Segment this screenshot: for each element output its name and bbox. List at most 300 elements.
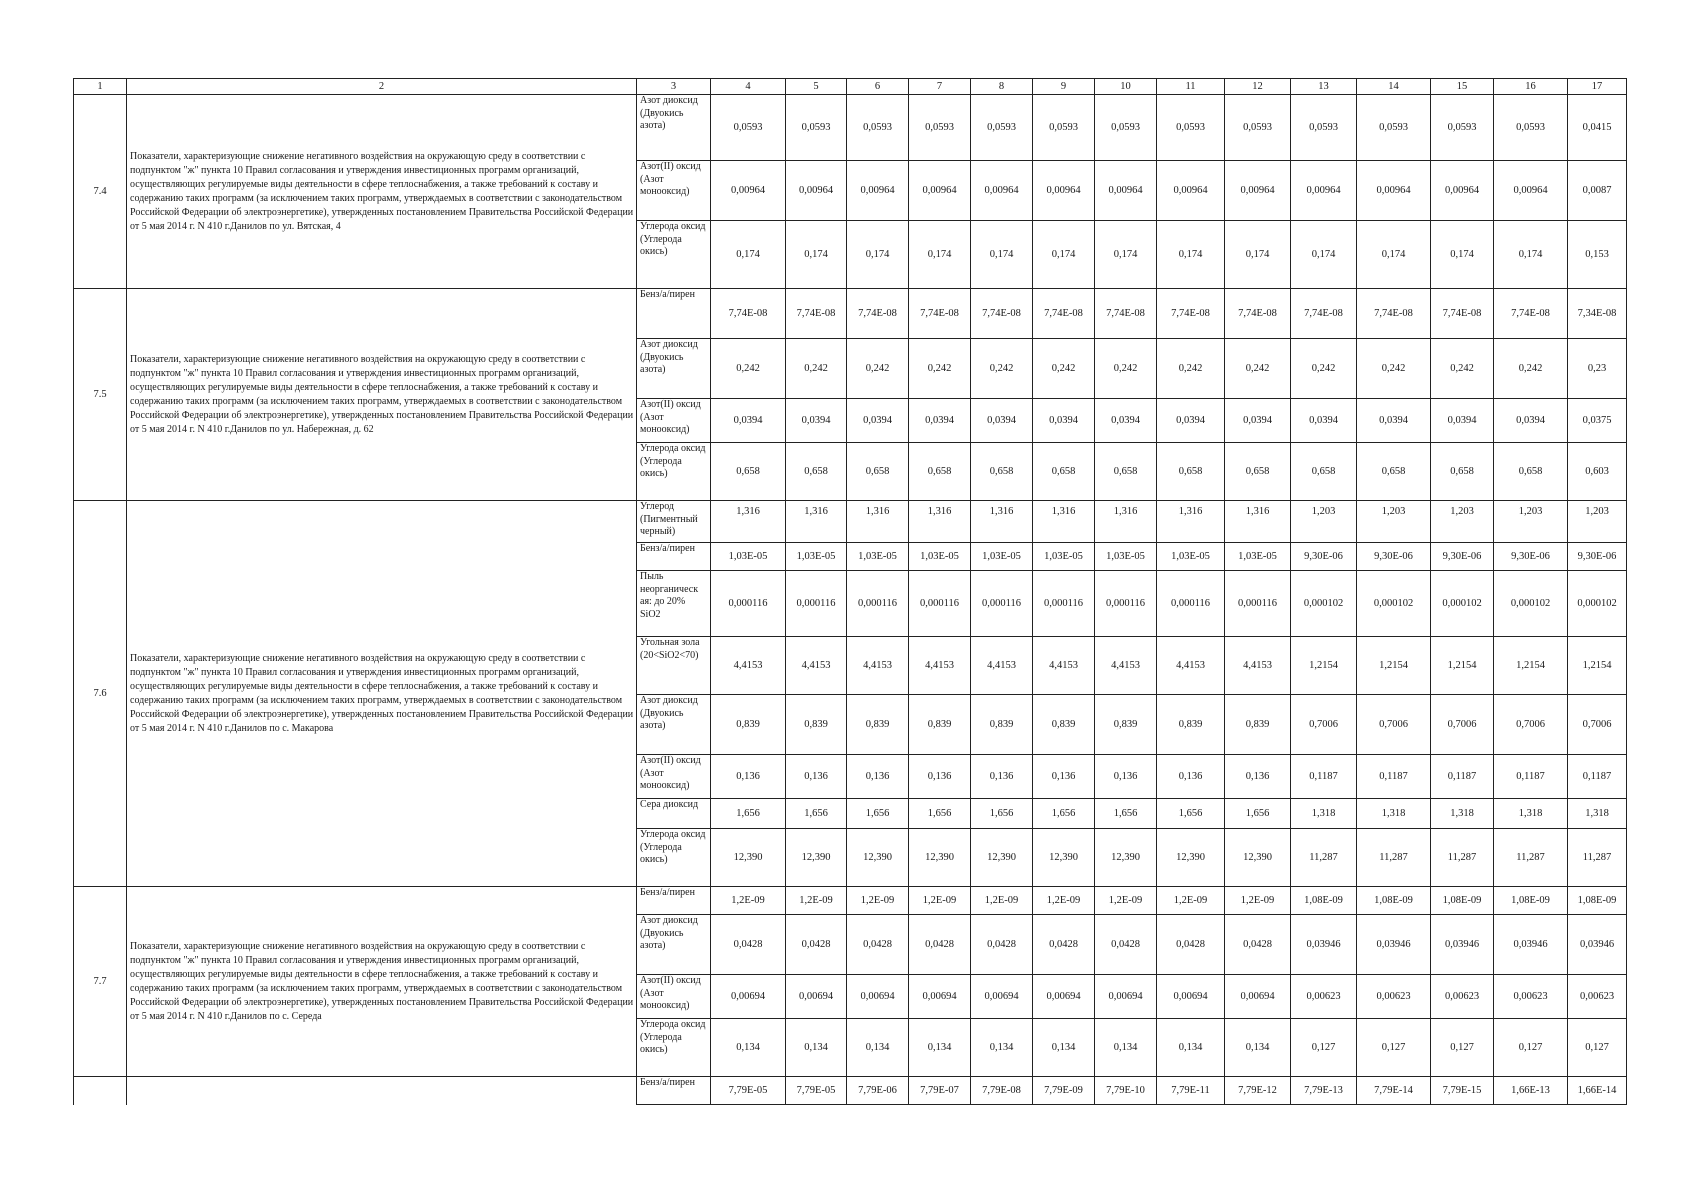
value-cell: 12,390	[786, 829, 847, 887]
value-cell: 1,66E-13	[1494, 1077, 1568, 1105]
value-cell: 11,287	[1568, 829, 1627, 887]
value-cell: 1,316	[909, 501, 971, 543]
value-cell: 1,656	[909, 799, 971, 829]
value-cell: 0,0375	[1568, 399, 1627, 443]
value-cell: 7,79E-10	[1095, 1077, 1157, 1105]
value-cell: 11,287	[1494, 829, 1568, 887]
value-cell: 0,00623	[1568, 975, 1627, 1019]
value-cell: 7,79E-14	[1357, 1077, 1431, 1105]
value-cell: 0,00964	[847, 161, 909, 221]
value-cell: 7,74E-08	[1431, 289, 1494, 339]
value-cell: 1,08E-09	[1568, 887, 1627, 915]
value-cell: 9,30E-06	[1494, 543, 1568, 571]
value-cell: 4,4153	[971, 637, 1033, 695]
group-index	[74, 1077, 127, 1105]
value-cell: 1,2E-09	[1157, 887, 1225, 915]
substance-name: Углерода оксид (Углерода окись)	[637, 443, 711, 501]
value-cell: 0,242	[711, 339, 786, 399]
value-cell: 7,79E-15	[1431, 1077, 1494, 1105]
value-cell: 0,00694	[1157, 975, 1225, 1019]
value-cell: 0,839	[1095, 695, 1157, 755]
value-cell: 0,0593	[971, 95, 1033, 161]
value-cell: 0,000116	[1225, 571, 1291, 637]
value-cell: 1,203	[1431, 501, 1494, 543]
value-cell: 0,174	[909, 221, 971, 289]
value-cell: 0,174	[1033, 221, 1095, 289]
value-cell: 0,658	[1033, 443, 1095, 501]
table-row	[74, 501, 1627, 543]
value-cell: 12,390	[1157, 829, 1225, 887]
value-cell: 0,000116	[909, 571, 971, 637]
value-cell: 0,0593	[786, 95, 847, 161]
table-row	[74, 887, 1627, 915]
value-cell: 7,74E-08	[786, 289, 847, 339]
value-cell: 0,00964	[1225, 161, 1291, 221]
table-row	[74, 95, 1627, 161]
value-cell: 0,134	[971, 1019, 1033, 1077]
value-cell: 0,00964	[1157, 161, 1225, 221]
value-cell: 0,0394	[1291, 399, 1357, 443]
value-cell: 0,839	[1157, 695, 1225, 755]
substance-name: Азот(II) оксид (Азот монооксид)	[637, 399, 711, 443]
value-cell: 0,0428	[1225, 915, 1291, 975]
value-cell: 1,318	[1568, 799, 1627, 829]
value-cell: 7,74E-08	[1095, 289, 1157, 339]
substance-name: Бенз/а/пирен	[637, 1077, 711, 1105]
value-cell: 0,658	[1291, 443, 1357, 501]
value-cell: 1,2E-09	[971, 887, 1033, 915]
value-cell: 9,30E-06	[1357, 543, 1431, 571]
value-cell: 0,242	[1225, 339, 1291, 399]
value-cell: 0,0593	[1357, 95, 1431, 161]
substance-name: Азот(II) оксид (Азот монооксид)	[637, 755, 711, 799]
value-cell: 0,1187	[1357, 755, 1431, 799]
value-cell: 1,656	[1033, 799, 1095, 829]
value-cell: 11,287	[1431, 829, 1494, 887]
value-cell: 1,318	[1291, 799, 1357, 829]
value-cell: 0,174	[1357, 221, 1431, 289]
substance-name: Бенз/а/пирен	[637, 289, 711, 339]
value-cell: 0,00964	[786, 161, 847, 221]
column-header-12: 12	[1225, 79, 1291, 95]
value-cell: 0,242	[1357, 339, 1431, 399]
value-cell: 1,2E-09	[1225, 887, 1291, 915]
value-cell: 0,242	[1033, 339, 1095, 399]
value-cell: 1,2E-09	[1033, 887, 1095, 915]
value-cell: 0,7006	[1357, 695, 1431, 755]
value-cell: 0,0593	[1157, 95, 1225, 161]
value-cell: 12,390	[711, 829, 786, 887]
value-cell: 7,74E-08	[847, 289, 909, 339]
value-cell: 0,174	[1291, 221, 1357, 289]
value-cell: 0,0593	[1431, 95, 1494, 161]
value-cell: 12,390	[971, 829, 1033, 887]
column-header-6: 6	[847, 79, 909, 95]
value-cell: 0,03946	[1494, 915, 1568, 975]
value-cell: 7,34E-08	[1568, 289, 1627, 339]
value-cell: 0,174	[711, 221, 786, 289]
value-cell: 0,134	[711, 1019, 786, 1077]
value-cell: 0,0394	[909, 399, 971, 443]
value-cell: 0,0593	[1225, 95, 1291, 161]
value-cell: 0,0394	[1225, 399, 1291, 443]
value-cell: 0,0593	[1291, 95, 1357, 161]
value-cell: 1,2E-09	[786, 887, 847, 915]
column-header-15: 15	[1431, 79, 1494, 95]
value-cell: 0,174	[1225, 221, 1291, 289]
group-description: Показатели, характеризующие снижение негативного воздействия на окружающую среду в соответствии с подпунктом "ж" пункта 10 Правил согласования и утверждения инвестиционных программ организаций, осуществляющих регулируемые виды деятельности в сфере теплоснабжения, а также требований к составу и содержанию таких программ (за исключением таких программ, утверждаемых в соответствии с законодательством Российской Федерации об электроэнергетике), утвержденных постановлением Правительства Российской Федерации от 5 мая 2014 г. N 410 г.Данилов по с. Середа	[127, 887, 637, 1077]
substance-name: Углерода оксид (Углерода окись)	[637, 829, 711, 887]
value-cell: 7,74E-08	[909, 289, 971, 339]
substance-name: Азот(II) оксид (Азот монооксид)	[637, 975, 711, 1019]
value-cell: 7,79E-13	[1291, 1077, 1357, 1105]
value-cell: 0,00623	[1291, 975, 1357, 1019]
value-cell: 0,00694	[1095, 975, 1157, 1019]
value-cell: 4,4153	[1095, 637, 1157, 695]
value-cell: 12,390	[1095, 829, 1157, 887]
value-cell: 12,390	[1225, 829, 1291, 887]
value-cell: 0,134	[909, 1019, 971, 1077]
value-cell: 0,136	[1225, 755, 1291, 799]
emissions-table	[73, 78, 1627, 1105]
value-cell: 0,603	[1568, 443, 1627, 501]
value-cell: 0,0394	[1095, 399, 1157, 443]
value-cell: 0,658	[786, 443, 847, 501]
column-header-2: 2	[127, 79, 637, 95]
value-cell: 0,0428	[711, 915, 786, 975]
group-description	[127, 1077, 637, 1105]
value-cell: 1,203	[1494, 501, 1568, 543]
value-cell: 0,174	[786, 221, 847, 289]
group-description: Показатели, характеризующие снижение негативного воздействия на окружающую среду в соответствии с подпунктом "ж" пункта 10 Правил согласования и утверждения инвестиционных программ организаций, осуществляющих регулируемые виды деятельности в сфере теплоснабжения, а также требований к составу и содержанию таких программ (за исключением таких программ, утверждаемых в соответствии с законодательством Российской Федерации об электроэнергетике), утвержденных постановлением Правительства Российской Федерации от 5 мая 2014 г. N 410 г.Данилов по с. Макарова	[127, 501, 637, 887]
value-cell: 7,79E-05	[711, 1077, 786, 1105]
value-cell: 9,30E-06	[1291, 543, 1357, 571]
value-cell: 1,03E-05	[1033, 543, 1095, 571]
value-cell: 0,000116	[971, 571, 1033, 637]
value-cell: 1,2E-09	[847, 887, 909, 915]
value-cell: 1,2E-09	[711, 887, 786, 915]
substance-name: Углерод (Пигментный черный)	[637, 501, 711, 543]
value-cell: 1,08E-09	[1291, 887, 1357, 915]
value-cell: 0,136	[1033, 755, 1095, 799]
value-cell: 0,000102	[1357, 571, 1431, 637]
value-cell: 0,127	[1431, 1019, 1494, 1077]
value-cell: 1,316	[971, 501, 1033, 543]
value-cell: 7,79E-09	[1033, 1077, 1095, 1105]
group-index: 7.5	[74, 289, 127, 501]
value-cell: 4,4153	[1225, 637, 1291, 695]
value-cell: 0,0593	[847, 95, 909, 161]
value-cell: 0,00694	[786, 975, 847, 1019]
substance-name: Азот диоксид (Двуокись азота)	[637, 95, 711, 161]
value-cell: 0,7006	[1568, 695, 1627, 755]
value-cell: 1,2E-09	[1095, 887, 1157, 915]
substance-name: Азот диоксид (Двуокись азота)	[637, 915, 711, 975]
value-cell: 0,174	[1095, 221, 1157, 289]
column-header-17: 17	[1568, 79, 1627, 95]
value-cell: 1,656	[1157, 799, 1225, 829]
value-cell: 0,242	[1095, 339, 1157, 399]
value-cell: 7,79E-11	[1157, 1077, 1225, 1105]
value-cell: 1,03E-05	[1225, 543, 1291, 571]
value-cell: 1,316	[711, 501, 786, 543]
value-cell: 1,316	[1095, 501, 1157, 543]
value-cell: 1,316	[1033, 501, 1095, 543]
value-cell: 0,839	[1033, 695, 1095, 755]
value-cell: 0,242	[1157, 339, 1225, 399]
column-header-10: 10	[1095, 79, 1157, 95]
column-header-5: 5	[786, 79, 847, 95]
value-cell: 0,000116	[1033, 571, 1095, 637]
value-cell: 0,242	[847, 339, 909, 399]
value-cell: 7,79E-05	[786, 1077, 847, 1105]
value-cell: 0,174	[1431, 221, 1494, 289]
value-cell: 11,287	[1357, 829, 1431, 887]
value-cell: 0,127	[1357, 1019, 1431, 1077]
group-index: 7.4	[74, 95, 127, 289]
value-cell: 0,839	[847, 695, 909, 755]
value-cell: 0,136	[711, 755, 786, 799]
value-cell: 1,318	[1357, 799, 1431, 829]
value-cell: 0,0593	[711, 95, 786, 161]
value-cell: 1,656	[847, 799, 909, 829]
value-cell: 0,00694	[1225, 975, 1291, 1019]
value-cell: 0,153	[1568, 221, 1627, 289]
value-cell: 0,00694	[1033, 975, 1095, 1019]
value-cell: 0,00964	[1291, 161, 1357, 221]
value-cell: 0,127	[1291, 1019, 1357, 1077]
value-cell: 0,000116	[786, 571, 847, 637]
value-cell: 0,658	[1225, 443, 1291, 501]
value-cell: 1,656	[786, 799, 847, 829]
value-cell: 0,242	[909, 339, 971, 399]
column-header-7: 7	[909, 79, 971, 95]
value-cell: 12,390	[1033, 829, 1095, 887]
column-header-3: 3	[637, 79, 711, 95]
value-cell: 0,658	[971, 443, 1033, 501]
group-index: 7.7	[74, 887, 127, 1077]
value-cell: 1,66E-14	[1568, 1077, 1627, 1105]
value-cell: 0,242	[1431, 339, 1494, 399]
value-cell: 7,74E-08	[711, 289, 786, 339]
value-cell: 0,136	[971, 755, 1033, 799]
value-cell: 1,318	[1494, 799, 1568, 829]
value-cell: 0,0394	[1357, 399, 1431, 443]
value-cell: 1,03E-05	[786, 543, 847, 571]
value-cell: 9,30E-06	[1568, 543, 1627, 571]
value-cell: 1,316	[786, 501, 847, 543]
value-cell: 0,0428	[909, 915, 971, 975]
value-cell: 7,74E-08	[1225, 289, 1291, 339]
value-cell: 9,30E-06	[1431, 543, 1494, 571]
value-cell: 1,316	[1225, 501, 1291, 543]
value-cell: 0,000116	[711, 571, 786, 637]
value-cell: 0,0593	[1033, 95, 1095, 161]
value-cell: 0,134	[1033, 1019, 1095, 1077]
value-cell: 1,316	[847, 501, 909, 543]
value-cell: 0,1187	[1291, 755, 1357, 799]
value-cell: 1,656	[1225, 799, 1291, 829]
value-cell: 1,316	[1157, 501, 1225, 543]
value-cell: 0,00694	[909, 975, 971, 1019]
value-cell: 0,0394	[1494, 399, 1568, 443]
value-cell: 1,08E-09	[1494, 887, 1568, 915]
value-cell: 0,000116	[847, 571, 909, 637]
value-cell: 0,0394	[1431, 399, 1494, 443]
value-cell: 0,0428	[1095, 915, 1157, 975]
value-cell: 0,00964	[971, 161, 1033, 221]
value-cell: 0,03946	[1357, 915, 1431, 975]
value-cell: 0,174	[847, 221, 909, 289]
column-header-14: 14	[1357, 79, 1431, 95]
substance-name: Азот диоксид (Двуокись азота)	[637, 339, 711, 399]
value-cell: 0,00964	[1357, 161, 1431, 221]
value-cell: 0,174	[971, 221, 1033, 289]
substance-name: Угольная зола (20<SiO2<70)	[637, 637, 711, 695]
substance-name: Азот диоксид (Двуокись азота)	[637, 695, 711, 755]
value-cell: 1,2154	[1431, 637, 1494, 695]
value-cell: 0,000102	[1568, 571, 1627, 637]
value-cell: 0,0394	[1033, 399, 1095, 443]
value-cell: 0,174	[1494, 221, 1568, 289]
value-cell: 1,2154	[1291, 637, 1357, 695]
substance-name: Углерода оксид (Углерода окись)	[637, 1019, 711, 1077]
value-cell: 0,0394	[1157, 399, 1225, 443]
substance-name: Азот(II) оксид (Азот монооксид)	[637, 161, 711, 221]
value-cell: 1,03E-05	[971, 543, 1033, 571]
value-cell: 1,203	[1568, 501, 1627, 543]
value-cell: 7,74E-08	[1357, 289, 1431, 339]
group-description: Показатели, характеризующие снижение негативного воздействия на окружающую среду в соответствии с подпунктом "ж" пункта 10 Правил согласования и утверждения инвестиционных программ организаций, осуществляющих регулируемые виды деятельности в сфере теплоснабжения, а также требований к составу и содержанию таких программ (за исключением таких программ, утверждаемых в соответствии с законодательством Российской Федерации об электроэнергетике), утвержденных постановлением Правительства Российской Федерации от 5 мая 2014 г. N 410 г.Данилов по ул. Набережная, д. 62	[127, 289, 637, 501]
value-cell: 0,658	[847, 443, 909, 501]
value-cell: 1,203	[1291, 501, 1357, 543]
value-cell: 1,2154	[1568, 637, 1627, 695]
value-cell: 7,74E-08	[1157, 289, 1225, 339]
value-cell: 4,4153	[1157, 637, 1225, 695]
value-cell: 0,839	[711, 695, 786, 755]
value-cell: 11,287	[1291, 829, 1357, 887]
value-cell: 1,03E-05	[909, 543, 971, 571]
value-cell: 1,656	[711, 799, 786, 829]
value-cell: 0,00694	[971, 975, 1033, 1019]
value-cell: 7,74E-08	[1033, 289, 1095, 339]
column-header-9: 9	[1033, 79, 1095, 95]
value-cell: 0,136	[847, 755, 909, 799]
value-cell: 1,03E-05	[847, 543, 909, 571]
value-cell: 0,658	[711, 443, 786, 501]
value-cell: 0,134	[786, 1019, 847, 1077]
value-cell: 0,242	[971, 339, 1033, 399]
substance-name: Бенз/а/пирен	[637, 887, 711, 915]
value-cell: 7,79E-06	[847, 1077, 909, 1105]
column-header-13: 13	[1291, 79, 1357, 95]
substance-name: Углерода оксид (Углерода окись)	[637, 221, 711, 289]
value-cell: 0,00964	[909, 161, 971, 221]
value-cell: 0,0394	[711, 399, 786, 443]
value-cell: 7,74E-08	[971, 289, 1033, 339]
value-cell: 0,000116	[1157, 571, 1225, 637]
value-cell: 1,318	[1431, 799, 1494, 829]
value-cell: 0,00623	[1494, 975, 1568, 1019]
column-number-header-row	[74, 79, 1627, 95]
value-cell: 0,0394	[786, 399, 847, 443]
value-cell: 0,136	[909, 755, 971, 799]
value-cell: 0,839	[909, 695, 971, 755]
value-cell: 12,390	[847, 829, 909, 887]
value-cell: 0,658	[1357, 443, 1431, 501]
value-cell: 0,000102	[1494, 571, 1568, 637]
value-cell: 0,7006	[1291, 695, 1357, 755]
table-row	[74, 289, 1627, 339]
column-header-11: 11	[1157, 79, 1225, 95]
group-description: Показатели, характеризующие снижение негативного воздействия на окружающую среду в соответствии с подпунктом "ж" пункта 10 Правил согласования и утверждения инвестиционных программ организаций, осуществляющих регулируемые виды деятельности в сфере теплоснабжения, а также требований к составу и содержанию таких программ (за исключением таких программ, утверждаемых в соответствии с законодательством Российской Федерации об электроэнергетике), утвержденных постановлением Правительства Российской Федерации от 5 мая 2014 г. N 410 г.Данилов по ул. Вятская, 4	[127, 95, 637, 289]
value-cell: 1,08E-09	[1431, 887, 1494, 915]
value-cell: 0,03946	[1431, 915, 1494, 975]
value-cell: 4,4153	[1033, 637, 1095, 695]
value-cell: 0,000116	[1095, 571, 1157, 637]
value-cell: 0,134	[1157, 1019, 1225, 1077]
value-cell: 0,0087	[1568, 161, 1627, 221]
value-cell: 0,1187	[1568, 755, 1627, 799]
value-cell: 0,658	[1157, 443, 1225, 501]
group-index: 7.6	[74, 501, 127, 887]
value-cell: 0,174	[1157, 221, 1225, 289]
value-cell: 1,2154	[1494, 637, 1568, 695]
value-cell: 1,2154	[1357, 637, 1431, 695]
value-cell: 0,03946	[1291, 915, 1357, 975]
value-cell: 1,03E-05	[1095, 543, 1157, 571]
value-cell: 1,03E-05	[1157, 543, 1225, 571]
value-cell: 0,839	[971, 695, 1033, 755]
substance-name: Бенз/а/пирен	[637, 543, 711, 571]
value-cell: 0,839	[786, 695, 847, 755]
value-cell: 0,00694	[847, 975, 909, 1019]
value-cell: 7,79E-12	[1225, 1077, 1291, 1105]
value-cell: 1,656	[1095, 799, 1157, 829]
value-cell: 0,0394	[971, 399, 1033, 443]
value-cell: 7,79E-08	[971, 1077, 1033, 1105]
value-cell: 0,00964	[711, 161, 786, 221]
value-cell: 4,4153	[847, 637, 909, 695]
value-cell: 0,000102	[1291, 571, 1357, 637]
column-header-16: 16	[1494, 79, 1568, 95]
value-cell: 0,136	[786, 755, 847, 799]
value-cell: 0,1187	[1494, 755, 1568, 799]
substance-name: Сера диоксид	[637, 799, 711, 829]
value-cell: 0,658	[1095, 443, 1157, 501]
value-cell: 0,00964	[1494, 161, 1568, 221]
value-cell: 0,00964	[1431, 161, 1494, 221]
value-cell: 0,134	[847, 1019, 909, 1077]
value-cell: 0,242	[1494, 339, 1568, 399]
value-cell: 1,2E-09	[909, 887, 971, 915]
value-cell: 4,4153	[711, 637, 786, 695]
value-cell: 0,136	[1095, 755, 1157, 799]
value-cell: 0,0593	[1494, 95, 1568, 161]
value-cell: 0,839	[1225, 695, 1291, 755]
value-cell: 0,00964	[1095, 161, 1157, 221]
column-header-4: 4	[711, 79, 786, 95]
value-cell: 4,4153	[786, 637, 847, 695]
value-cell: 0,1187	[1431, 755, 1494, 799]
column-header-8: 8	[971, 79, 1033, 95]
value-cell: 1,203	[1357, 501, 1431, 543]
value-cell: 0,7006	[1431, 695, 1494, 755]
value-cell: 0,658	[1494, 443, 1568, 501]
value-cell: 0,127	[1494, 1019, 1568, 1077]
value-cell: 0,00964	[1033, 161, 1095, 221]
value-cell: 0,658	[1431, 443, 1494, 501]
